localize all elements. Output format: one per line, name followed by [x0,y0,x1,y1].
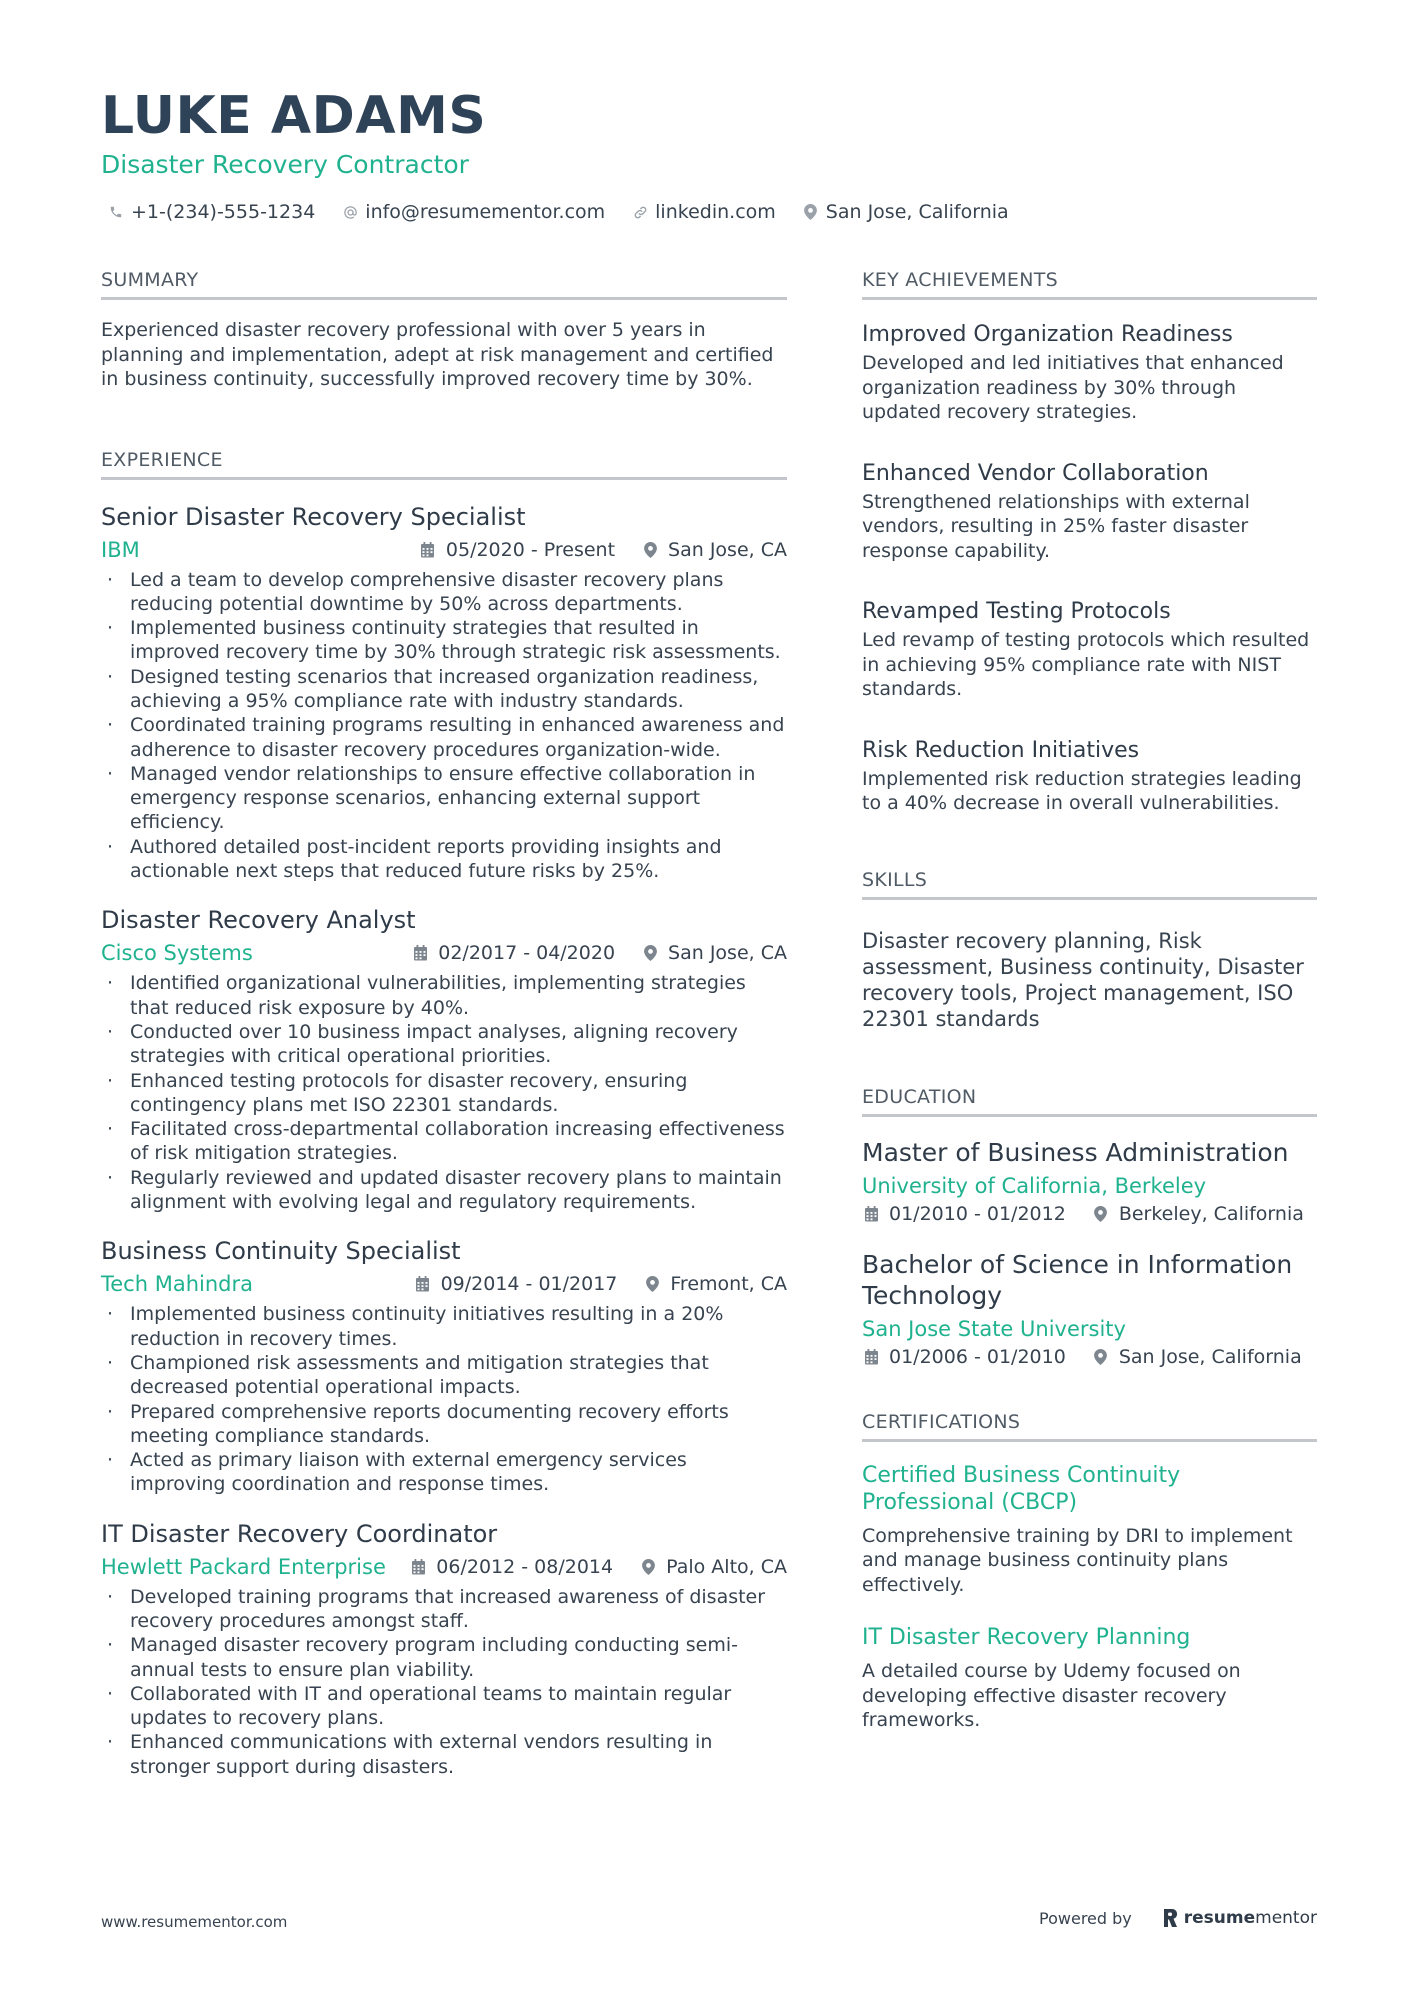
job-meta-right [419,539,787,561]
education-degree: Bachelor of Science in Information Technology [862,1249,1293,1310]
achievement-desc: Strengthened relationships with external vendors, resulting in 25% faster disaster response capability. [862,490,1250,562]
education-heading: EDUCATION [862,1085,1317,1117]
job-bullet: · Facilitated cross-departmental collaboration increasing effectiveness of risk mitigation strategies. [101,1117,787,1166]
job-title: Disaster Recovery Analyst [101,906,416,935]
education-dates-text: 01/2006 - 01/2010 [889,1345,1066,1368]
certification-item [862,1624,1317,1733]
location-pin-icon [1092,1205,1110,1223]
job-meta [101,938,787,968]
experience-heading: EXPERIENCE [101,448,787,480]
resumementor-logo-icon [1162,1908,1179,1928]
job-dates-text: 02/2017 - 04/2020 [438,942,616,965]
calendar-icon [409,1558,427,1576]
job-meta-right [409,1556,787,1578]
education-location [1092,1346,1302,1368]
phone-icon [107,203,125,221]
job-dates [411,942,615,964]
contact-location [802,201,1009,223]
job-meta [101,1269,787,1299]
education-section [862,1085,1317,1368]
job-title: IT Disaster Recovery Coordinator [101,1519,498,1548]
right-column [862,268,1317,1733]
achievement-item [862,459,1317,564]
contact-location-text: San Jose, California [825,201,1009,223]
contact-email-text: info@resumementor.com [365,201,606,223]
job-bullet: · Implemented business continuity strategies that resulted in improved recovery time by 30% through strategic risk assessments. [101,616,787,665]
education-location-text: San Jose, California [1118,1345,1302,1368]
job-location-text: Palo Alto, CA [666,1555,787,1578]
footer-website[interactable]: www.resumementor.com [101,1913,288,1931]
location-pin-icon [641,944,659,962]
powered-by-label: Powered by [1039,1908,1132,1928]
summary-text: Experienced disaster recovery professional with over 5 years in planning and implementation, adept at risk management and certified in business continuity, successfully improved recovery time by 30%. [101,319,774,390]
achievement-item [862,597,1317,702]
achievements-heading: KEY ACHIEVEMENTS [862,268,1317,300]
job-company: Tech Mahindra [101,1272,253,1297]
job-bullet: · Regularly reviewed and updated disaster recovery plans to maintain alignment with evolving legal and regulatory requirements. [101,1166,787,1215]
job-entry [101,501,787,884]
job-bullet: · Managed disaster recovery program including conducting semi-annual tests to ensure plan viability. [101,1633,787,1682]
summary-heading: SUMMARY [101,268,787,300]
job-entry [101,1235,787,1496]
job-bullet: · Implemented business continuity initiatives resulting in a 20% reduction in recovery times. [101,1302,787,1351]
job-meta-right [411,942,787,964]
job-company: Hewlett Packard Enterprise [101,1554,386,1579]
job-dates-text: 05/2020 - Present [445,538,616,561]
calendar-icon [862,1205,880,1223]
achievement-item [862,320,1317,425]
email-icon [341,203,359,221]
achievement-desc: Implemented risk reduction strategies leading to a 40% decrease in overall vulnerabilities. [862,767,1302,814]
job-dates [414,1273,618,1295]
skills-text: Disaster recovery planning, Risk assessment, Business continuity, Disaster recovery tools, Project management, ISO 22301 standards [862,928,1304,1031]
calendar-icon [862,1348,880,1366]
contact-email[interactable] [341,201,605,223]
education-dates [862,1203,1066,1225]
job-location-text: San Jose, CA [668,538,787,561]
contact-linkedin-text: linkedin.com [655,201,776,223]
brand-logo[interactable] [1162,1908,1317,1928]
job-location [641,539,787,561]
job-meta [101,1552,787,1582]
education-meta [862,1203,1317,1225]
job-dates [419,539,615,561]
job-bullet: · Acted as primary liaison with external emergency services improving coordination and response times. [101,1448,787,1497]
job-bullet: · Enhanced testing protocols for disaster recovery, ensuring contingency plans met ISO 22301 standards. [101,1069,787,1118]
job-title: Senior Disaster Recovery Specialist [101,502,526,531]
job-bullet: · Authored detailed post-incident reports providing insights and actionable next steps that reduced future risks by 25%. [101,835,787,884]
summary-section [101,268,787,392]
contact-linkedin[interactable] [631,201,776,223]
education-location [1092,1203,1304,1225]
education-location-text: Berkeley, California [1118,1202,1304,1225]
job-bullets [101,1585,787,1779]
skills-section [862,868,1317,1032]
achievement-desc: Led revamp of testing protocols which resulted in achieving 95% compliance rate with NIST standards. [862,629,1310,700]
calendar-icon [411,944,429,962]
job-bullet: · Prepared comprehensive reports documenting recovery efforts meeting compliance standards. [101,1400,787,1449]
certification-desc: A detailed course by Udemy focused on developing effective disaster recovery frameworks. [862,1660,1241,1731]
location-pin-icon [802,203,820,221]
job-meta [101,535,787,565]
education-item [862,1137,1317,1225]
certification-title: IT Disaster Recovery Planning [862,1625,1191,1650]
education-dates [862,1346,1066,1368]
achievement-item [862,736,1317,816]
job-meta-right [414,1273,787,1295]
education-meta [862,1346,1317,1368]
job-dates [409,1556,613,1578]
contact-bar [107,199,1035,225]
contact-phone[interactable] [107,201,315,223]
job-bullet: · Coordinated training programs resulting in enhanced awareness and adherence to disaster recovery procedures organization-wide. [101,713,787,762]
left-column [101,268,787,1779]
certification-item [862,1462,1317,1598]
achievement-title: Revamped Testing Protocols [862,599,1171,624]
job-location [641,942,787,964]
job-company: IBM [101,537,140,562]
job-bullets [101,568,787,884]
job-location-text: Fremont, CA [670,1273,787,1296]
job-company: Cisco Systems [101,941,253,966]
brand-name-part1: resume [1183,1908,1256,1928]
achievement-title: Improved Organization Readiness [862,322,1233,347]
certifications-section [862,1410,1317,1733]
calendar-icon [419,541,437,559]
education-degree: Master of Business Administration [862,1137,1289,1167]
achievements-section [862,268,1317,816]
achievement-desc: Developed and led initiatives that enhanced organization readiness by 30% through updated recovery strategies. [862,352,1284,423]
job-bullet: · Conducted over 10 business impact analyses, aligning recovery strategies with critical operational priorities. [101,1020,787,1069]
education-item [862,1249,1317,1368]
job-bullet: · Championed risk assessments and mitigation strategies that decreased potential operational impacts. [101,1351,787,1400]
achievement-title: Enhanced Vendor Collaboration [862,460,1209,486]
skills-heading: SKILLS [862,868,1317,900]
location-pin-icon [641,541,659,559]
job-dates-text: 09/2014 - 01/2017 [440,1273,618,1296]
education-school: University of California, Berkeley [862,1173,1207,1198]
education-school: San Jose State University [862,1316,1126,1341]
candidate-role: Disaster Recovery Contractor [101,150,469,179]
job-title: Business Continuity Specialist [101,1237,461,1266]
job-bullets [101,971,787,1214]
education-dates-text: 01/2010 - 01/2012 [889,1202,1066,1225]
brand-name-part2: mentor [1255,1908,1317,1928]
job-bullets [101,1302,787,1496]
job-location-text: San Jose, CA [668,942,787,965]
job-bullet: · Developed training programs that increased awareness of disaster recovery procedures amongst staff. [101,1585,787,1634]
job-location [639,1556,787,1578]
achievement-title: Risk Reduction Initiatives [862,737,1140,763]
job-dates-text: 06/2012 - 08/2014 [436,1555,614,1578]
certification-title: Certified Business Continuity Professional (CBCP) [862,1462,1181,1515]
job-bullet: · Enhanced communications with external vendors resulting in stronger support during disasters. [101,1730,787,1779]
job-bullet: · Designed testing scenarios that increased organization readiness, achieving a 95% compliance rate with industry standards. [101,665,787,714]
job-bullet: · Identified organizational vulnerabilities, implementing strategies that reduced risk exposure by 40%. [101,971,787,1020]
contact-phone-text: +1-(234)-555-1234 [131,201,316,223]
job-entry [101,904,787,1214]
location-pin-icon [1092,1348,1110,1366]
candidate-name: LUKE ADAMS [101,86,487,146]
certifications-heading: CERTIFICATIONS [862,1410,1317,1442]
job-bullet: · Collaborated with IT and operational teams to maintain regular updates to recovery plans. [101,1682,787,1731]
location-pin-icon [639,1558,657,1576]
experience-section [101,448,787,1780]
location-pin-icon [643,1275,661,1293]
job-bullet: · Managed vendor relationships to ensure effective collaboration in emergency response scenarios, enhancing external support efficiency. [101,762,787,835]
certification-desc: Comprehensive training by DRI to implement and manage business continuity plans effectively. [862,1524,1293,1596]
job-location [643,1273,787,1295]
calendar-icon [414,1275,432,1293]
job-entry [101,1518,787,1779]
job-bullet: · Led a team to develop comprehensive disaster recovery plans reducing potential downtime by 50% across departments. [101,568,787,617]
footer-branding [1039,1908,1317,1928]
link-icon [631,203,649,221]
